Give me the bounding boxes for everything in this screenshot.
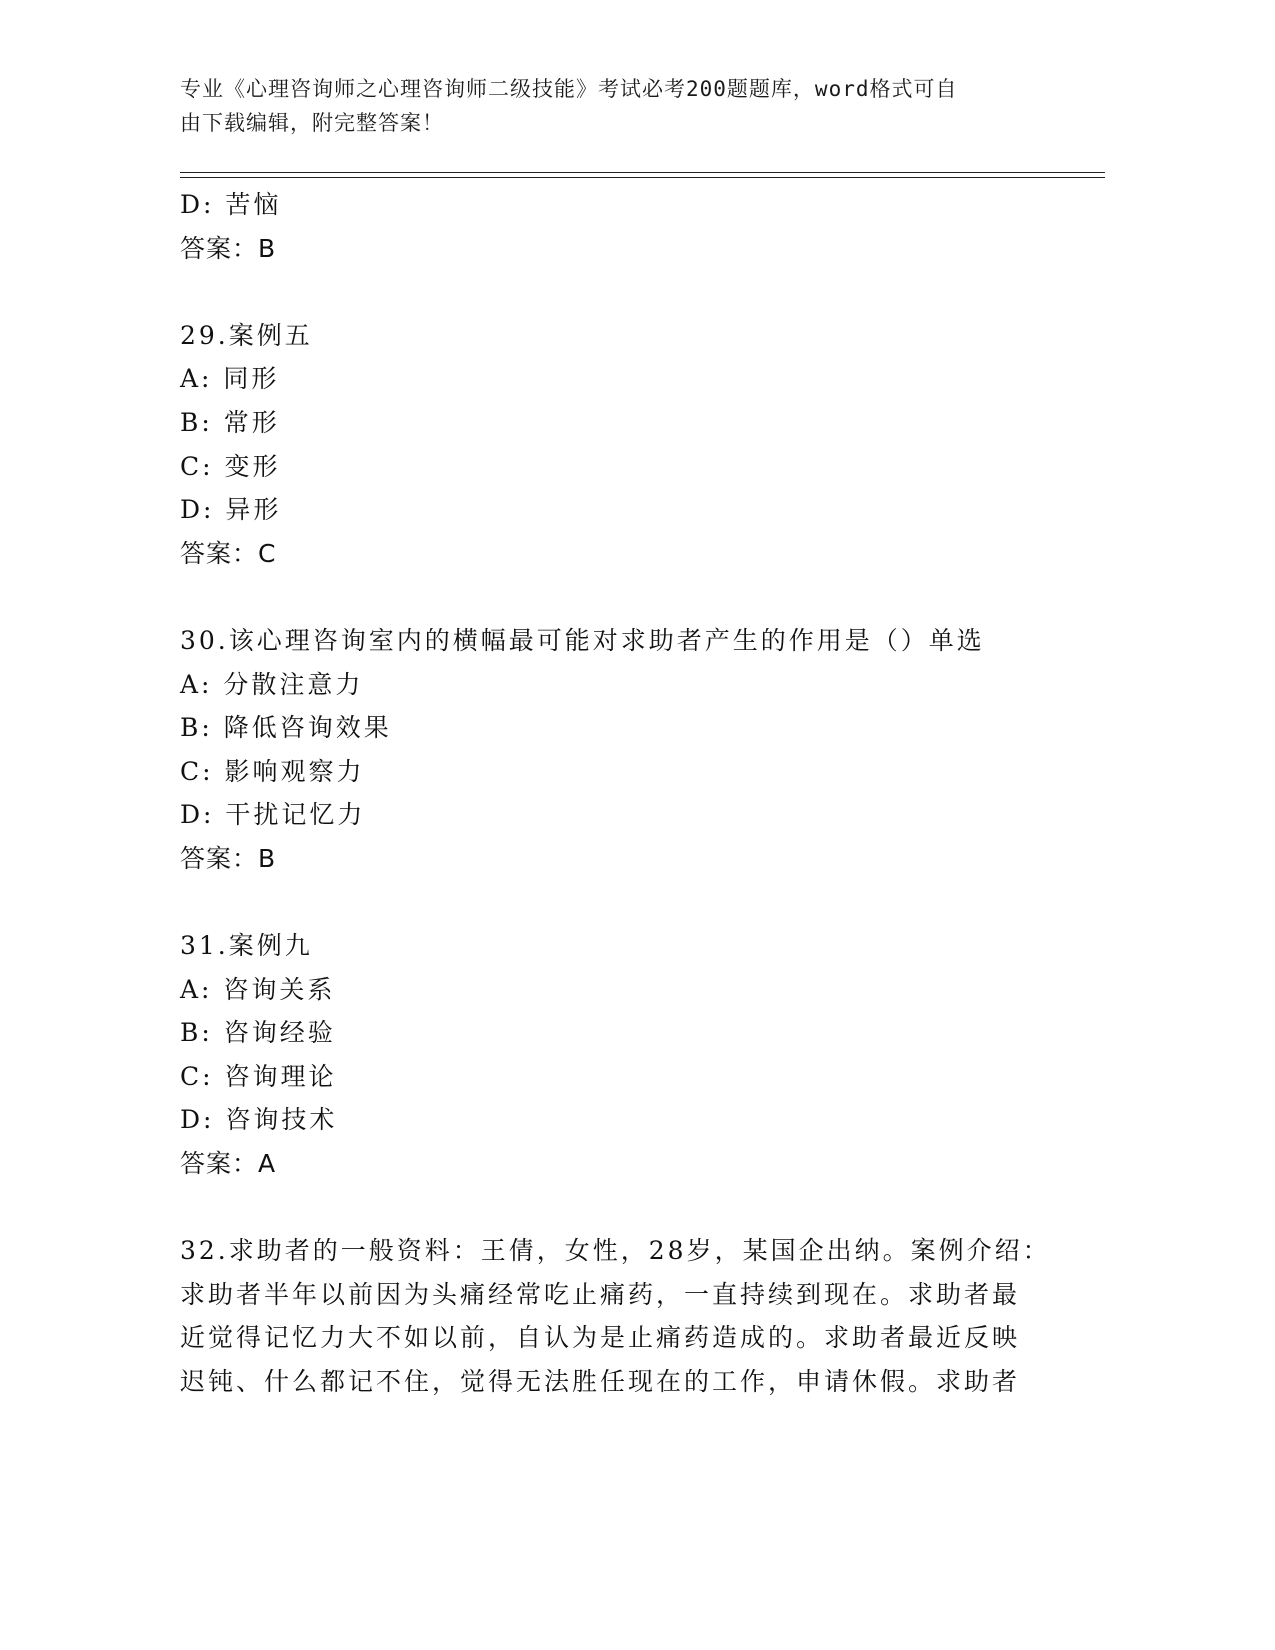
question-block-28 <box>180 183 1050 270</box>
option-c: C: 咨询理论 <box>180 1061 337 1091</box>
option-d: D: 苦恼 <box>180 190 282 219</box>
answer-line <box>180 227 1050 271</box>
answer-label: 答案： <box>180 1149 259 1179</box>
question-text-line: 32.求助者的一般资料：王倩，女性，28岁，某国企出纳。案例介绍： <box>180 1236 1051 1266</box>
question-title: 30.该心理咨询室内的横幅最可能对求助者产生的作用是（）单选 <box>180 625 985 655</box>
document-body <box>180 183 1050 1404</box>
option-d: D: 干扰记忆力 <box>180 800 366 830</box>
answer-value: A <box>258 1149 277 1179</box>
spacer <box>180 881 1050 925</box>
question-block-32 <box>180 1229 1051 1403</box>
answer-line <box>180 837 1050 881</box>
option-d: D: 咨询技术 <box>180 1105 338 1135</box>
question-text-line: 近觉得记忆力大不如以前，自认为是止痛药造成的。求助者最近反映 <box>180 1323 1021 1353</box>
answer-label: 答案： <box>180 843 259 873</box>
option-b: B: 咨询经验 <box>180 1018 336 1048</box>
question-block-30 <box>180 619 1050 881</box>
header-rule-bottom <box>180 177 1105 178</box>
header-line-2: 由下载编辑，附完整答案！ <box>180 111 444 135</box>
header-rule-top <box>180 172 1105 173</box>
option-a: A: 分散注意力 <box>180 669 364 699</box>
question-title: 29.案例五 <box>180 320 313 350</box>
answer-value: C <box>258 538 277 568</box>
question-title: 31.案例九 <box>180 931 313 961</box>
answer-line <box>180 1142 1050 1186</box>
document-header <box>180 72 1040 140</box>
option-a: A: 同形 <box>180 364 280 394</box>
answer-label: 答案： <box>180 233 259 263</box>
header-line-1: 专业《心理咨询师之心理咨询师二级技能》考试必考200题题库，word格式可自 <box>180 77 958 101</box>
spacer <box>180 270 1050 314</box>
question-text-line: 迟钝、什么都记不住，觉得无法胜任现在的工作，申请休假。求助者 <box>180 1367 1021 1397</box>
question-block-29 <box>180 314 1050 576</box>
option-a: A: 咨询关系 <box>180 974 336 1004</box>
question-block-31 <box>180 924 1050 1186</box>
spacer <box>180 1186 1050 1230</box>
answer-line <box>180 532 1050 576</box>
option-c: C: 影响观察力 <box>180 756 365 786</box>
option-b: B: 降低咨询效果 <box>180 713 392 743</box>
spacer <box>180 575 1050 619</box>
option-c: C: 变形 <box>180 451 281 481</box>
answer-value: B <box>258 843 277 873</box>
answer-label: 答案： <box>180 538 259 568</box>
question-text-line: 求助者半年以前因为头痛经常吃止痛药，一直持续到现在。求助者最 <box>180 1279 1021 1309</box>
answer-value: B <box>258 233 277 263</box>
option-d: D: 异形 <box>180 495 282 525</box>
option-b: B: 常形 <box>180 407 280 437</box>
